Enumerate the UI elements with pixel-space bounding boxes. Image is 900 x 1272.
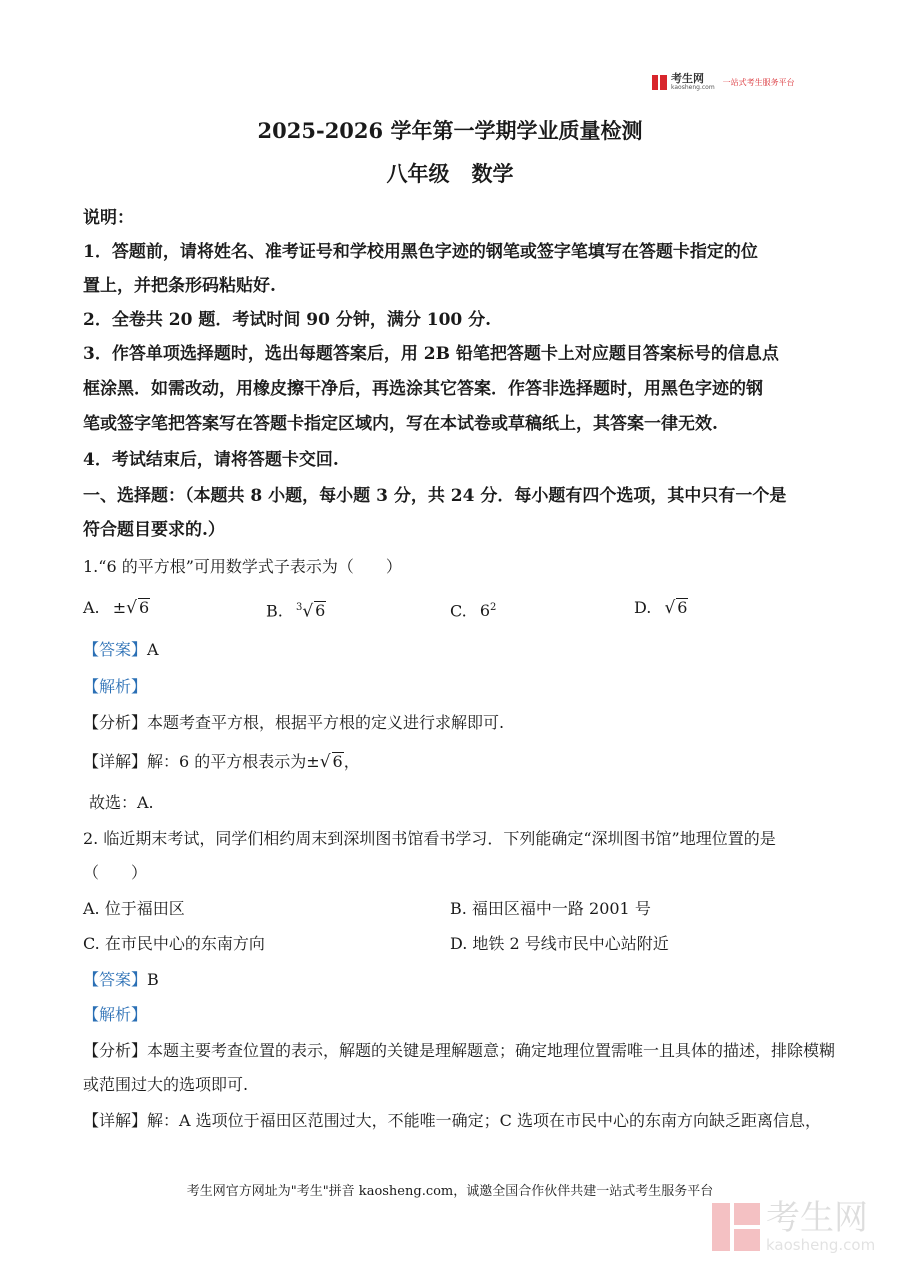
instruction-line: 笔或签字笔把答案写在答题卡指定区域内，写在本试卷或草稿纸上，其答案一律无效. bbox=[83, 414, 718, 434]
q2-fenxi bbox=[83, 1041, 835, 1061]
radical-icon: √ bbox=[664, 598, 676, 618]
question-2-stem: 2. 临近期末考试，同学们相约周末到深圳图书馆看书学习．下列能确定“深圳图书馆”地理位置的是 bbox=[83, 829, 776, 848]
watermark-wordmark bbox=[760, 1200, 875, 1254]
watermark-logo-icon bbox=[712, 1203, 760, 1251]
watermark-name: 考生网 bbox=[766, 1198, 868, 1238]
radicand: 6 bbox=[677, 598, 688, 617]
instructions-heading: 说明： bbox=[83, 208, 134, 228]
logo-name: 考生网 bbox=[671, 72, 704, 85]
q1-answer bbox=[83, 640, 159, 660]
instruction-line: 置上，并把条形码粘贴好. bbox=[83, 276, 276, 296]
instruction-line: 1．答题前，请将姓名、准考证号和学校用黑色字迹的钢笔或签字笔填写在答题卡指定的位 bbox=[83, 242, 758, 262]
answer-value: B bbox=[147, 970, 159, 989]
xiangjie-tag: 【详解】 bbox=[83, 1111, 148, 1130]
page-title: 2025-2026 学年第一学期学业质量检测 bbox=[257, 118, 643, 143]
logo-wordmark bbox=[671, 73, 715, 91]
radical-icon: √ bbox=[319, 752, 331, 772]
q2-option-a: A. 位于福田区 bbox=[83, 899, 185, 918]
q1-conclusion: 故选：A. bbox=[89, 793, 154, 812]
plus-minus-sign: ± bbox=[306, 752, 320, 771]
radicand: 6 bbox=[315, 601, 326, 621]
q1-option-d bbox=[634, 598, 688, 618]
q2-option-c: C. 在市民中心的东南方向 bbox=[83, 934, 265, 953]
xiangjie-tag: 【详解】 bbox=[83, 752, 148, 771]
radicand: 6 bbox=[332, 752, 343, 771]
page-footer: 考生网官方网址为"考生"拼音 kaosheng.com，诚邀全国合作伙伴共建一站式考生服务平台 bbox=[186, 1184, 714, 1199]
header-logo bbox=[652, 73, 795, 91]
radical-icon: √ bbox=[126, 598, 137, 618]
plus-minus-sign: ± bbox=[112, 598, 127, 617]
q2-answer bbox=[83, 970, 159, 990]
instruction-line: 4．考试结束后，请将答题卡交回. bbox=[83, 450, 339, 470]
instruction-line: 框涂黑．如需改动，用橡皮擦干净后，再选涂其它答案．作答非选择题时，用黑色字迹的钢 bbox=[83, 379, 763, 399]
page-subtitle: 八年级 数学 bbox=[386, 161, 514, 186]
option-letter: B. bbox=[266, 601, 283, 621]
instruction-line: 2．全卷共 20 题．考试时间 90 分钟，满分 100 分. bbox=[83, 310, 492, 330]
fenxi-text: 本题考查平方根，根据平方根的定义进行求解即可. bbox=[147, 713, 505, 732]
fenxi-text: 本题主要考查位置的表示，解题的关键是理解题意；确定地理位置需唯一且具体的描述，排除模糊 bbox=[147, 1041, 836, 1060]
q2-option-b: B. 福田区福中一路 2001 号 bbox=[450, 899, 651, 918]
answer-value: A bbox=[147, 640, 159, 659]
watermark bbox=[712, 1200, 875, 1254]
kaosheng-logo-icon bbox=[652, 75, 667, 90]
fenxi-tag: 【分析】 bbox=[83, 1041, 148, 1060]
option-letter: C. bbox=[450, 601, 467, 621]
q2-option-d: D. 地铁 2 号线市民中心站附近 bbox=[450, 934, 669, 953]
section-heading-cont: 符合题目要求的.） bbox=[83, 520, 225, 540]
answer-tag: 【答案】 bbox=[83, 640, 148, 659]
xiangjie-text: 解：A 选项位于福田区范围过大，不能唯一确定；C 选项在市民中心的东南方向缺乏距离信息， bbox=[147, 1111, 821, 1130]
instruction-line: 3．作答单项选择题时，选出每题答案后，用 2B 铅笔把答题卡上对应题目答案标号的信息点 bbox=[83, 344, 779, 364]
q2-xiangjie bbox=[83, 1111, 821, 1131]
q2-analysis-tag: 【解析】 bbox=[83, 1005, 148, 1024]
option-letter: A. bbox=[83, 598, 100, 617]
q1-option-b bbox=[266, 598, 326, 621]
logo-slogan: 一站式考生服务平台 bbox=[722, 77, 795, 87]
q2-fenxi-cont: 或范围过大的选项即可. bbox=[83, 1075, 249, 1094]
watermark-domain: kaosheng.com bbox=[766, 1236, 876, 1254]
q1-analysis-tag: 【解析】 bbox=[83, 677, 148, 696]
question-1-stem: 1.“6 的平方根”可用数学式子表示为（ ） bbox=[83, 557, 402, 576]
q1-option-a bbox=[83, 598, 150, 618]
xiangjie-end: ， bbox=[343, 752, 360, 771]
base-value: 6 bbox=[479, 601, 491, 621]
option-letter: D. bbox=[634, 598, 652, 617]
question-2-paren: （ ） bbox=[83, 863, 148, 882]
logo-domain: kaosheng.com bbox=[671, 84, 715, 91]
answer-tag: 【答案】 bbox=[83, 970, 148, 989]
q1-fenxi bbox=[83, 713, 504, 733]
xiangjie-text: 解：6 的平方根表示为 bbox=[147, 752, 307, 771]
q1-xiangjie bbox=[83, 752, 360, 772]
section-heading: 一、选择题：（本题共 8 小题，每小题 3 分，共 24 分．每小题有四个选项，其中只有一个是 bbox=[83, 486, 787, 506]
fenxi-tag: 【分析】 bbox=[83, 713, 148, 732]
exponent: 2 bbox=[490, 602, 497, 613]
radical-icon: √ bbox=[302, 601, 314, 622]
q1-option-c bbox=[450, 598, 496, 621]
root-index: 3 bbox=[295, 602, 303, 613]
radicand: 6 bbox=[138, 598, 150, 617]
